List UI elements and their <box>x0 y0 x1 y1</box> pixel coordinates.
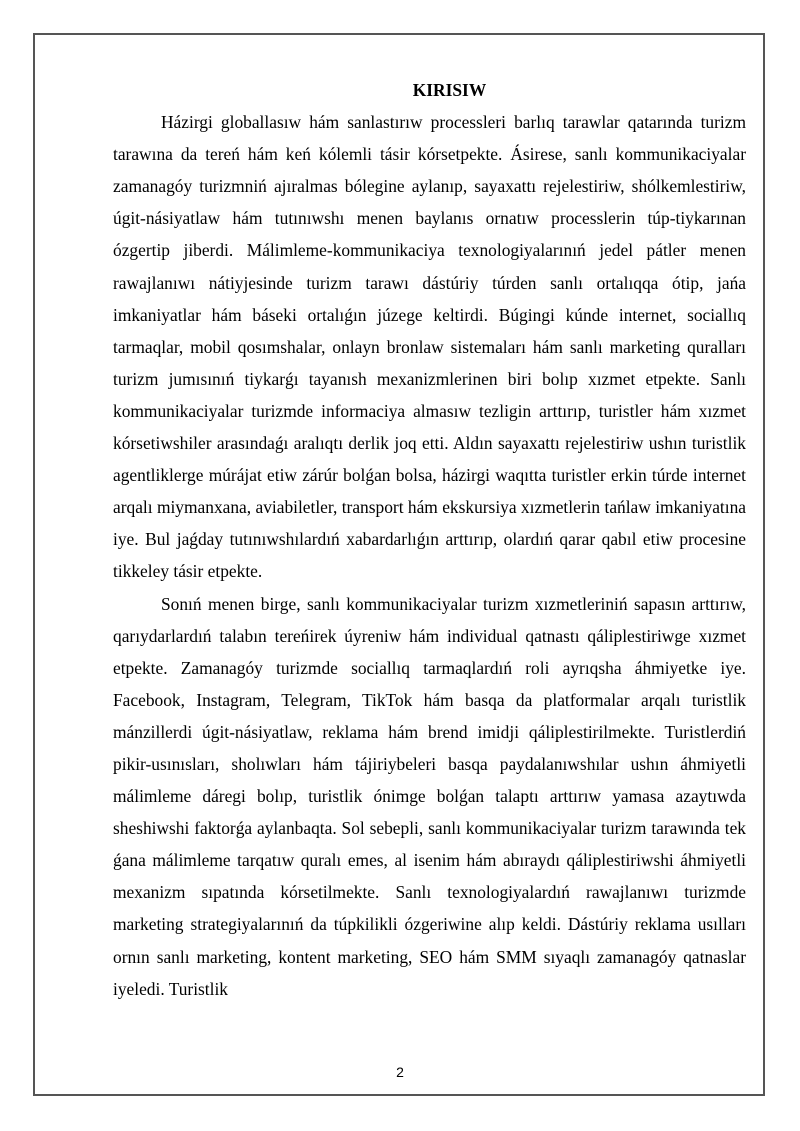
document-body <box>113 74 746 1005</box>
paragraph-1: Házirgi globallasıw hám sanlastırıw processleri barlıq tarawlar qatarında turizm tarawına da tereń hám keń kólemli tásir kórsetpekte. Ásirese, sanlı kommunikaciyalar zamanagóy turizmniń ajıralmas bólegine aylanıp, sayaxattı rejelestiriw, shólkemlestiriw, úgit-násiyatlaw hám tutınıwshı menen baylanıs ornatıw processlerin túp-tiykarınan ózgertip jiberdi. Málimleme-kommunikaciya texnologiyalarınıń jedel pátler menen rawajlanıwı nátiyjesinde turizm tarawı dástúriy túrden sanlı ortalıqqa ótip, jańa imkaniyatlar hám báseki ortalıǵın júzege keltirdi. Búgingi kúnde internet, sociallıq tarmaqlar, mobil qosımshalar, onlayn bronlaw sistemaları hám sanlı marketing quralları turizm jumısınıń tiykarǵı tayanısh mexanizmlerinen biri bolıp xızmet etpekte. Sanlı kommunikaciyalar turizmde informaciya almasıw tezligin arttırıp, turistler hám xızmet kórsetiwshiler arasındaǵı aralıqtı derlik joq etti. Aldın sayaxattı rejelestiriw ushın turistlik agentliklerge múrájat etiw zárúr bolǵan bolsa, házirgi waqıtta turistler erkin túrde internet arqalı miymanxana, aviabiletler, transport hám ekskursiya xızmetlerin tańlaw imkaniyatına iye. Bul jaǵday tutınıwshılardıń xabardarlıǵın arttırıp, olardıń qarar qabıl etiw procesine tikkeley tásir etpekte. <box>113 112 746 582</box>
document-title: KIRISIW <box>412 80 487 100</box>
page-number: 2 <box>396 1064 404 1080</box>
paragraph-2: Sonıń menen birge, sanlı kommunikaciyalar turizm xızmetleriniń sapasın arttırıw, qarıydarlardıń talabın tereńirek úyreniw hám individual qatnastı qáliplestiriwge xızmet etpekte. Zamanagóy turizmde sociallıq tarmaqlardıń roli ayrıqsha áhmiyetke iye. Facebook, Instagram, Telegram, TikTok hám basqa da platformalar arqalı turistlik mánzillerdi úgit-násiyatlaw, reklama hám brend imidji qáliplestirilmekte. Turistlerdiń pikir-usınısları, sholıwları hám tájiriybeleri basqa paydalanıwshılar ushın áhmiyetli málimleme dáregi bolıp, turistlik ónimge bolǵan talaptı arttırıw yamasa azaytıwda sheshiwshi faktorǵa aylanbaqta. Sol sebepli, sanlı kommunikaciyalar turizm tarawında tek ǵana málimleme tarqatıw quralı emes, al isenim hám abıraydı qáliplestiriwshi áhmiyetli mexanizm sıpatında kórsetilmekte. Sanlı texnologiyalardıń rawajlanıwı turizmde marketing strategiyalarınıń da túpkilikli ózgeriwine alıp keldi. Dástúriy reklama usılları ornın sanlı marketing, kontent marketing, SEO hám SMM sıyaqlı zamanagóy qatnaslar iyeledi. Turistlik <box>113 593 746 999</box>
